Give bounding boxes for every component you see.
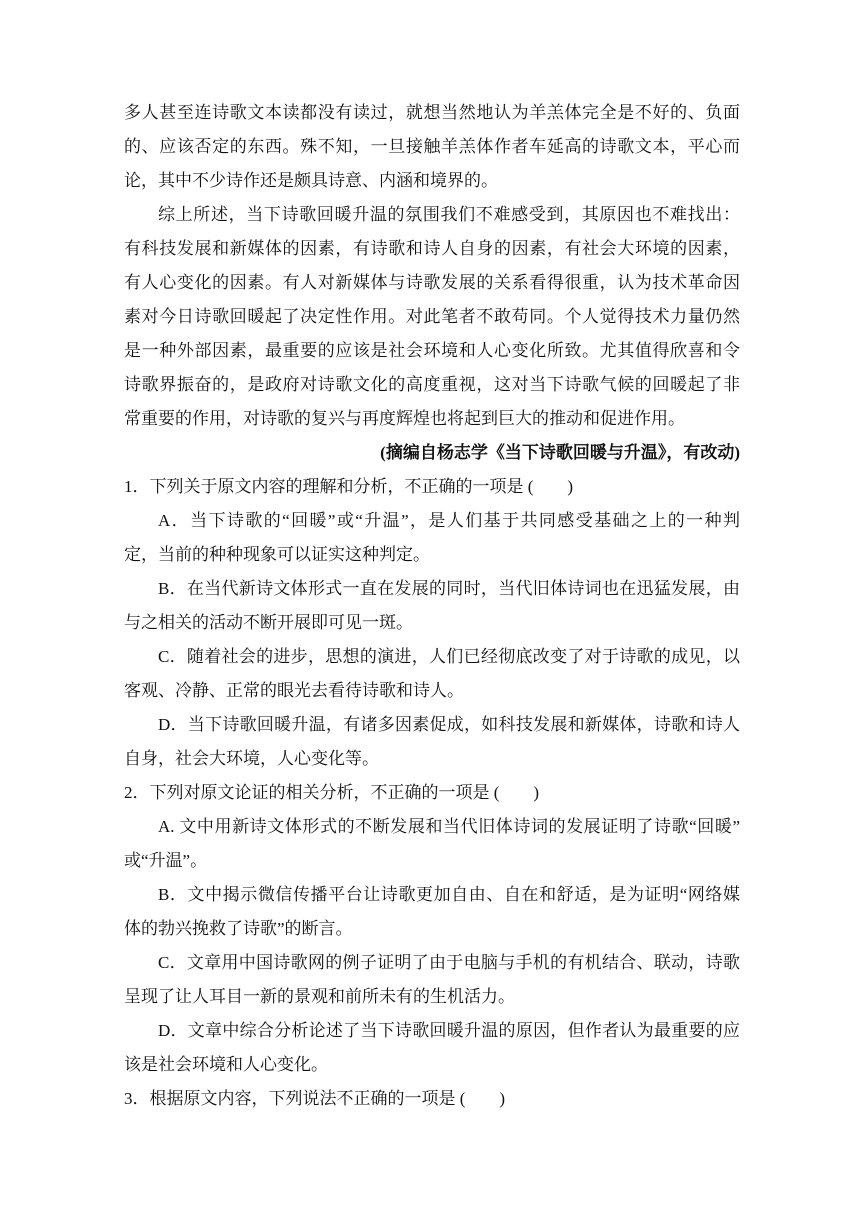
passage-line: 是一种外部因素，最重要的应该是社会环境和人心变化所致。尤其值得欣喜和令 [124, 341, 740, 361]
question-2-option-c: C．文章用中国诗歌网的例子证明了由于电脑与手机的有机结合、联动，诗歌 [158, 953, 740, 972]
passage-line: 有科技发展和新媒体的因素，有诗歌和诗人自身的因素，有社会大环境的因素， [124, 239, 740, 259]
question-1-option-a-cont: 定，当前的种种现象可以证实这种判定。 [124, 545, 430, 564]
question-2-option-b-cont: 体的勃兴挽救了诗歌”的断言。 [124, 919, 353, 938]
question-1-option-a: A．当下诗歌的“回暖”或“升温”，是人们基于共同感受基础之上的一种判 [158, 511, 740, 530]
document-page [124, 96, 740, 1116]
question-2-option-b: B．文中揭示微信传播平台让诗歌更加自由、自在和舒适，是为证明“网络媒 [158, 885, 740, 904]
passage-line: 常重要的作用，对诗歌的复兴与再度辉煌也将起到巨大的推动和促进作用。 [124, 409, 685, 429]
question-1-option-b-cont: 与之相关的活动不断开展即可见一斑。 [124, 613, 413, 632]
question-1-option-c-cont: 客观、冷静、正常的眼光去看待诗歌和诗人。 [124, 681, 464, 700]
question-2-option-c-cont: 呈现了让人耳目一新的景观和前所未有的生机活力。 [124, 987, 515, 1006]
question-2-option-d-cont: 该是社会环境和人心变化。 [124, 1055, 328, 1074]
passage-line: 有人心变化的因素。有人对新媒体与诗歌发展的关系看得很重，认为技术革命因 [124, 273, 740, 293]
question-1-option-d-cont: 自身，社会大环境，人心变化等。 [124, 749, 379, 768]
question-1-option-b: B．在当代新诗文体形式一直在发展的同时，当代旧体诗词也在迅猛发展，由 [158, 579, 740, 598]
passage-source: (摘编自杨志学《当下诗歌回暖与升温》，有改动) [380, 443, 740, 462]
question-1-stem: 1．下列关于原文内容的理解和分析，不正确的一项是 ( ) [124, 477, 574, 496]
passage-line: 多人甚至连诗歌文本读都没有读过，就想当然地认为羊羔体完全是不好的、负面 [124, 103, 740, 123]
question-2-option-a: A. 文中用新诗文体形式的不断发展和当代旧体诗词的发展证明了诗歌“回暖” [158, 817, 740, 836]
passage-line: 论，其中不少诗作还是颇具诗意、内涵和境界的。 [124, 171, 498, 191]
question-2-option-d: D．文章中综合分析论述了当下诗歌回暖升温的原因，但作者认为最重要的应 [158, 1021, 740, 1040]
question-2-stem: 2．下列对原文论证的相关分析，不正确的一项是 ( ) [124, 783, 540, 802]
question-1-option-d: D．当下诗歌回暖升温，有诸多因素促成，如科技发展和新媒体，诗歌和诗人 [158, 715, 740, 734]
question-2-option-a-cont: 或“升温”。 [124, 851, 208, 870]
passage-line: 的、应该否定的东西。殊不知，一旦接触羊羔体作者车延高的诗歌文本，平心而 [124, 137, 740, 157]
passage-line: 综上所述，当下诗歌回暖升温的氛围我们不难感受到，其原因也不难找出： [158, 205, 740, 225]
passage-line: 素对今日诗歌回暖起了决定性作用。对此笔者不敢苟同。个人觉得技术力量仍然 [124, 307, 740, 327]
passage-line: 诗歌界振奋的，是政府对诗歌文化的高度重视，这对当下诗歌气候的回暖起了非 [124, 375, 740, 395]
question-3-stem: 3．根据原文内容，下列说法不正确的一项是 ( ) [124, 1089, 506, 1108]
question-1-option-c: C．随着社会的进步，思想的演进，人们已经彻底改变了对于诗歌的成见，以 [158, 647, 740, 666]
